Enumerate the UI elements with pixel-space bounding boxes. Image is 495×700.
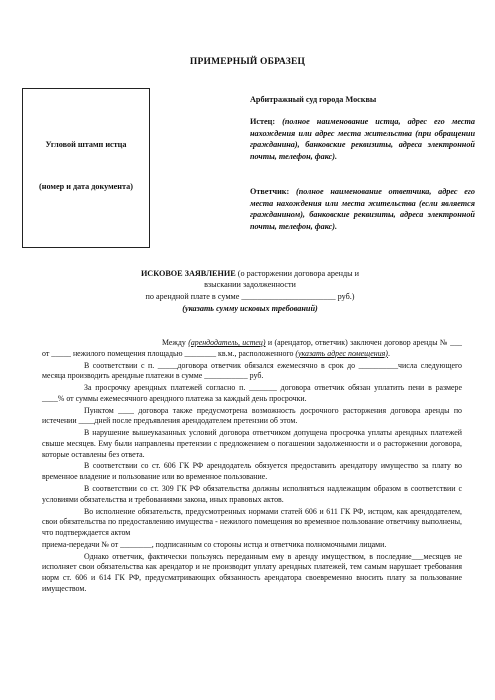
paragraph-parties [42, 338, 462, 359]
claim-heading-line3: по арендной плате в сумме _______________________ руб.) [145, 292, 355, 301]
defendant-details: (полное наименование ответчика, адрес его места нахождения или места жительства (если является гражданином), банковские реквизиты, адреса электронной почты, телефон, факс). [250, 187, 475, 231]
claim-heading-line2: взыскании задолженности [204, 280, 296, 289]
paragraph-termination-clause: Пунктом ____ договора также предусмотрена возможность досрочного расторжения договора аренды по истечении ____дней после предъявления арендодателем претензии об этом. [42, 405, 462, 426]
plaintiff-details: (полное наименование истца, адрес его места нахождения или адрес места жительства (при обращении гражданина), банковские реквизиты, адреса электронной почты, телефон, факс). [250, 117, 475, 161]
paragraph-art-606: В соответствии со ст. 606 ГК РФ арендодатель обязуется предоставить арендатору имущество за плату во временное владение и пользование или во временное пользование. [42, 461, 462, 482]
court-name: Арбитражный суд города Москвы [250, 95, 377, 104]
paragraph-nonpayment: Однако ответчик, фактически пользуясь переданным ему в аренду имуществом, в последние___месяцев не исполняет свои обязательства как арендатор и не производит уплату арендных платежей, тем самым нарушает требования норм ст. 606 и 614 ГК РФ, предусматривающих обязанность арендатора своевременно вносить плату за пользование имуществом. [42, 551, 462, 593]
corner-stamp-box [22, 88, 150, 248]
defendant-label: Ответчик: [250, 187, 290, 196]
text-run: и (арендатор, ответчик) заключен договор аренды № ___ от _____ нежилого помещения площадью ________ кв.м., расположенного [42, 338, 462, 358]
claim-heading-line1 [60, 268, 440, 280]
defendant-block [250, 186, 475, 232]
paragraph-obligations-fulfilled: Во исполнение обязательств, предусмотренных нормами статей 606 и 611 ГК РФ, истцом, как арендодателем, свои обязательства по предоставлению имущества - нежилого помещения во временное пользование ответчику выполнены, что подтверждается актом [42, 506, 462, 537]
address-placeholder: (указать адрес помещения) [295, 348, 388, 358]
claim-heading-title: ИСКОВОЕ ЗАЯВЛЕНИЕ [140, 269, 236, 278]
paragraph-payment-terms: В соответствии с п. _____договора ответчик обязался ежемесячно в срок до __________числа следующего месяца производить арендные платежи в сумме ___________ руб. [42, 360, 462, 381]
claim-body [42, 338, 462, 596]
plaintiff-label: Истец: [250, 117, 276, 126]
claim-heading-subject: (о расторжении договора аренды и [235, 269, 360, 278]
plaintiff-block [250, 116, 475, 162]
paragraph-breach: В нарушение вышеуказанных условий договора ответчиком допущена просрочка уплаты арендных платежей свыше месяцев. Ему были направлены претензии с предложением о погашении задолженности и о расторжении договора, которые оставлены без ответа. [42, 428, 462, 459]
document-title: ПРИМЕРНЫЙ ОБРАЗЕЦ [189, 57, 306, 67]
lessor-placeholder: (арендодатель, истец) [188, 338, 266, 347]
paragraph-penalty: За просрочку арендных платежей согласно п. _______ договора ответчик обязан уплатить пени в размере ____% от суммы ежемесячного арендного платежа за каждый день просрочки. [42, 383, 462, 403]
text-run: . [387, 348, 390, 358]
text-run: Между [162, 338, 189, 347]
paragraph-art-309: В соответствии со ст. 309 ГК РФ обязательства должны исполняться надлежащим образом в соответствии с условиями обязательства и требованиями закона, иных правовых актов. [42, 484, 462, 504]
claim-heading-amount-note: (указать сумму исковых требований) [182, 304, 318, 313]
stamp-label: Угловой штамп истца [45, 140, 127, 149]
stamp-doc-number: (номер и дата документа) [39, 182, 133, 191]
paragraph-transfer-act: приема-передачи № от ________, подписанным со стороны истца и ответчика полномочными лицами. [42, 539, 387, 549]
